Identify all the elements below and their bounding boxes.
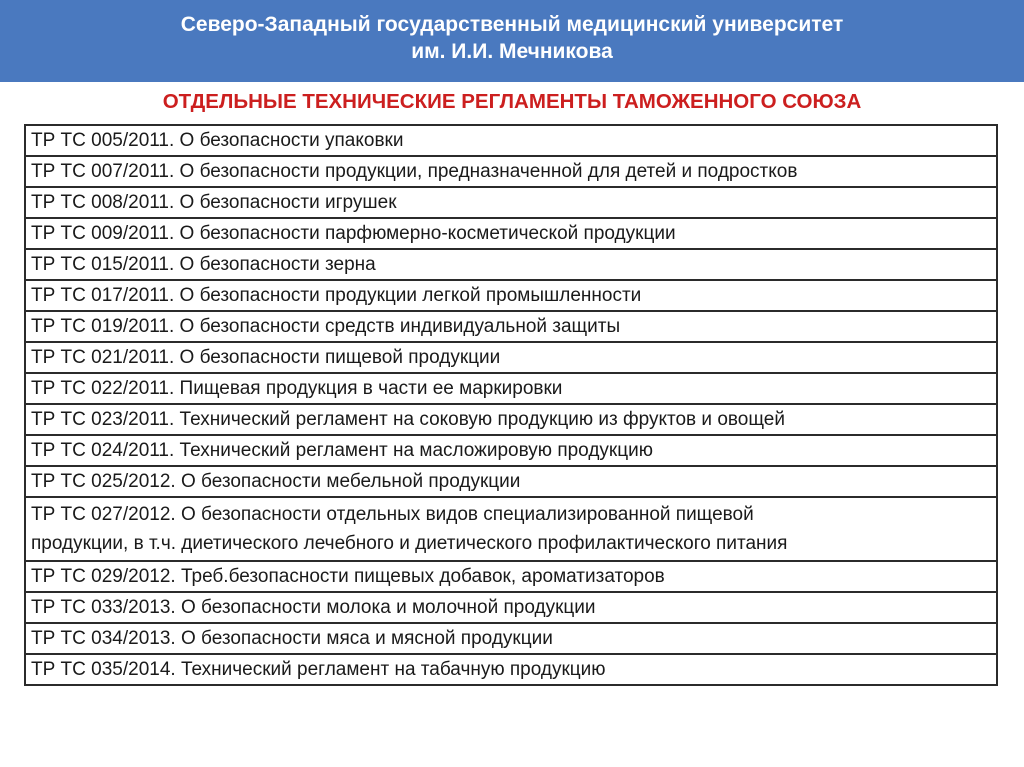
regulation-text: ТР ТС 034/2013. О безопасности мяса и мясной продукции — [31, 627, 553, 649]
regulations-table-body — [25, 125, 997, 685]
header-banner — [0, 0, 1024, 82]
table-row — [25, 623, 997, 654]
regulation-cell — [25, 497, 997, 561]
table-row — [25, 280, 997, 311]
regulation-cell — [25, 623, 997, 654]
university-name: Северо-Западный государственный медицинский университет — [180, 13, 844, 36]
regulation-text: ТР ТС 008/2011. О безопасности игрушек — [31, 191, 397, 213]
regulation-text: ТР ТС 015/2011. О безопасности зерна — [31, 253, 376, 275]
table-row — [25, 404, 997, 435]
regulation-cell — [25, 654, 997, 685]
regulation-cell — [25, 342, 997, 373]
regulation-cell — [25, 311, 997, 342]
regulation-text: ТР ТС 009/2011. О безопасности парфюмерно-косметической продукции — [31, 222, 676, 244]
regulation-cell — [25, 373, 997, 404]
regulation-cell — [25, 125, 997, 156]
regulation-text: ТР ТС 029/2012. Треб.безопасности пищевых добавок, ароматизаторов — [31, 565, 665, 587]
table-row — [25, 342, 997, 373]
regulation-cell — [25, 156, 997, 187]
table-row — [25, 125, 997, 156]
regulation-text: продукции, в т.ч. диетического лечебного и диетического профилактического питания — [31, 533, 788, 554]
table-row — [25, 654, 997, 685]
regulation-cell — [25, 592, 997, 623]
university-namesake: им. И.И. Мечникова — [411, 40, 613, 63]
regulation-cell — [25, 187, 997, 218]
regulation-text: ТР ТС 007/2011. О безопасности продукции, предназначенной для детей и подростков — [31, 160, 798, 182]
regulation-text: ТР ТС 024/2011. Технический регламент на масложировую продукцию — [31, 439, 653, 461]
regulation-cell — [25, 218, 997, 249]
regulation-cell — [25, 280, 997, 311]
regulation-cell — [25, 249, 997, 280]
regulation-text: ТР ТС 019/2011. О безопасности средств индивидуальной защиты — [31, 315, 621, 337]
table-row — [25, 435, 997, 466]
table-row — [25, 466, 997, 497]
regulations-table — [24, 124, 998, 686]
regulation-text: ТР ТС 033/2013. О безопасности молока и молочной продукции — [31, 596, 596, 618]
regulation-cell — [25, 435, 997, 466]
regulation-cell — [25, 404, 997, 435]
table-row — [25, 218, 997, 249]
regulation-text: ТР ТС 017/2011. О безопасности продукции легкой промышленности — [31, 284, 642, 306]
regulation-text: ТР ТС 027/2012. О безопасности отдельных видов специализированной пищевой — [31, 504, 754, 525]
page-title: ОТДЕЛЬНЫЕ ТЕХНИЧЕСКИЕ РЕГЛАМЕНТЫ ТАМОЖЕННОГО СОЮЗА — [162, 90, 862, 113]
regulation-text: ТР ТС 022/2011. Пищевая продукция в части ее маркировки — [31, 377, 563, 399]
regulation-text: ТР ТС 025/2012. О безопасности мебельной продукции — [31, 470, 521, 492]
table-row — [25, 561, 997, 592]
regulation-cell — [25, 466, 997, 497]
regulation-text: ТР ТС 021/2011. О безопасности пищевой продукции — [31, 346, 501, 368]
table-row — [25, 497, 997, 561]
table-row — [25, 249, 997, 280]
regulation-text: ТР ТС 005/2011. О безопасности упаковки — [31, 129, 404, 151]
table-row — [25, 311, 997, 342]
regulation-text: ТР ТС 023/2011. Технический регламент на соковую продукцию из фруктов и овощей — [31, 408, 785, 430]
table-row — [25, 187, 997, 218]
table-row — [25, 373, 997, 404]
regulation-text: ТР ТС 035/2014. Технический регламент на табачную продукцию — [31, 658, 606, 680]
regulation-cell — [25, 561, 997, 592]
table-row — [25, 156, 997, 187]
table-row — [25, 592, 997, 623]
